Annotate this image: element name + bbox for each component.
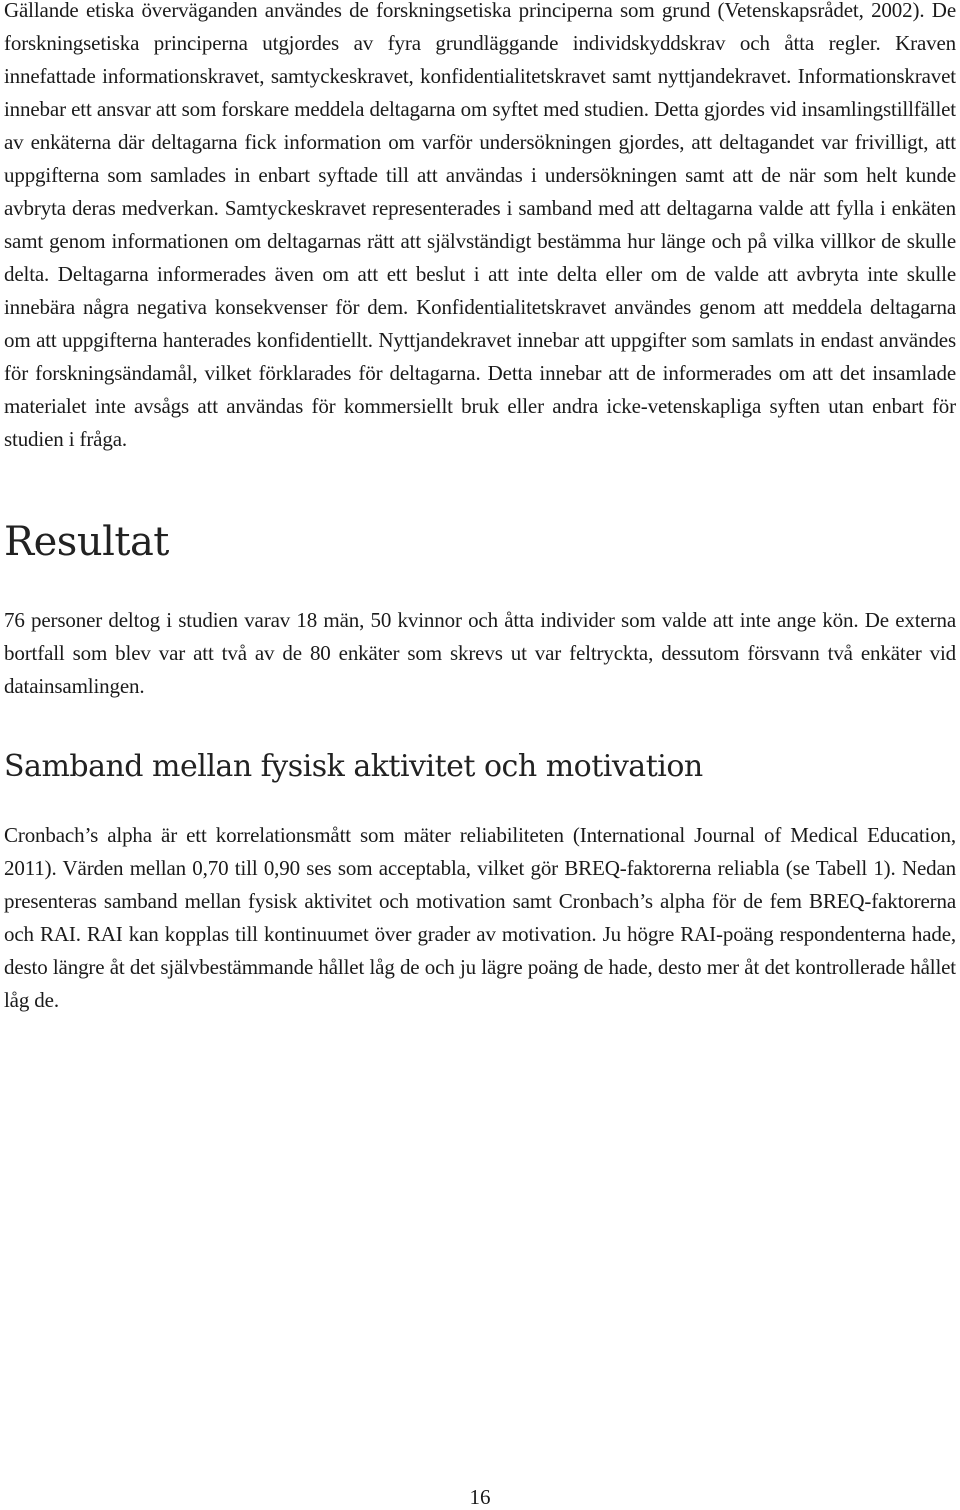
section-heading-resultat: Resultat [4, 519, 169, 565]
document-page [4, 0, 956, 1017]
subsection-heading-samband: Samband mellan fysisk aktivitet och motivation [4, 749, 703, 784]
result-paragraph: 76 personer deltog i studien varav 18 män, 50 kvinnor och åtta individer som valde att inte ange kön. De externa bortfall som blev var att två av de 80 enkäter som skrevs ut var feltryckta, dessutom försvann två enkäter vid datainsamlingen. [4, 608, 956, 698]
cronbach-paragraph: Cronbach’s alpha är ett korrelationsmått som mäter reliabiliteten (International Journal of Medical Education, 2011). Värden mellan 0,70 till 0,90 ses som acceptabla, vilket gör BREQ-faktorerna reliabla (se Tabell 1). Nedan presenteras samband mellan fysisk aktivitet och motivation samt Cronbach’s alpha för de fem BREQ-faktorerna och RAI. RAI kan kopplas till kontinuumet över grader av motivation. Ju högre RAI-poäng respondenterna hade, desto längre åt det självbestämmande hållet låg de och ju lägre poäng de hade, desto mer åt det kontrollerade hållet låg de. [4, 823, 956, 1012]
ethics-paragraph: Gällande etiska överväganden användes de forskningsetiska principerna som grund (Vetenskapsrådet, 2002). De forskningsetiska principerna utgjordes av fyra grundläggande individskyddskrav och åtta regler. Kraven innefattade informationskravet, samtyckeskravet, konfidentialitetskravet samt nyttjandekravet. Informationskravet innebar ett ansvar att som forskare meddela deltagarna om syftet med studien. Detta gjordes vid insamlingstillfället av enkäterna där deltagarna fick information om varför undersökningen gjordes, att deltagandet var frivilligt, att uppgifterna som samlades in enbart syftade till att användas i undersökningen samt att de när som helt kunde avbryta deras medverkan. Samtyckeskravet representerades i samband med att deltagarna valde att fylla i enkäten samt genom informationen om deltagarnas rätt att självständigt bestämma hur länge och på vilka villkor de skulle delta. Deltagarna informerades även om att ett beslut i att inte delta eller om de valde att avbryta inte skulle innebära några negativa konsekvenser för dem. Konfidentialitetskravet användes genom att meddela deltagarna om att uppgifterna hanterades konfidentiellt. Nyttjandekravet innebar att uppgifter som samlats in endast användes för forskningsändamål, vilket förklarades för deltagarna. Detta innebar att de informerades om att det insamlade materialet inte avsågs att användas för kommersiellt bruk eller andra icke-vetenskapliga syften utan enbart för studien i fråga. [4, 0, 956, 451]
page-number: 16 [469, 1485, 491, 1509]
